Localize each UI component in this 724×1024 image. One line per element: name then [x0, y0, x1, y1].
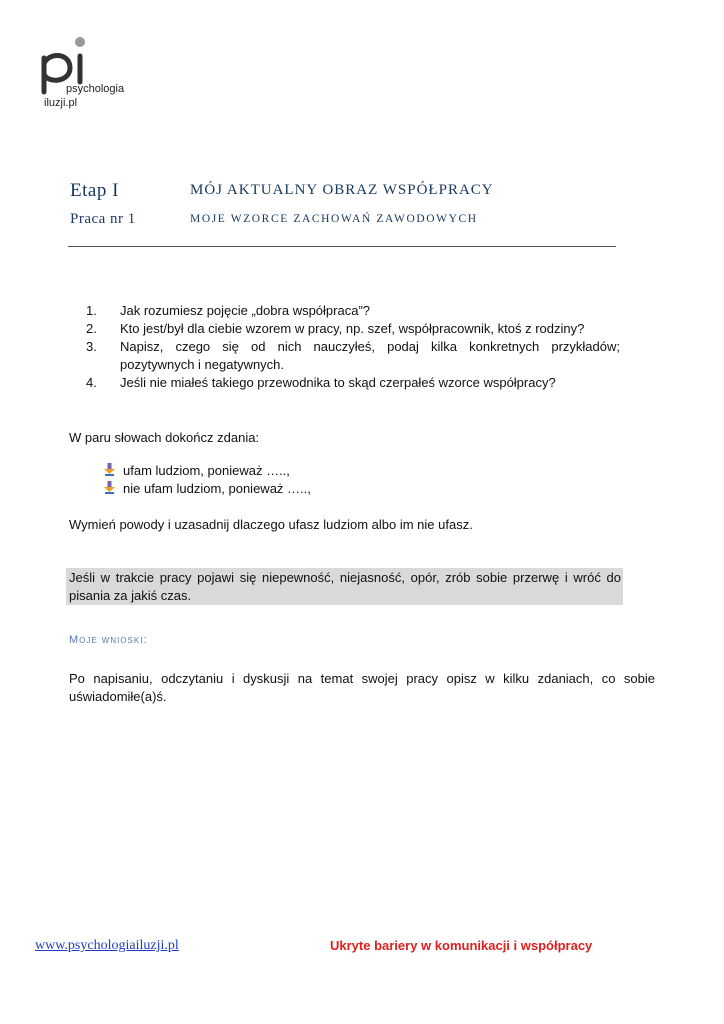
highlight-note: [66, 568, 623, 605]
list-item-number: 2.: [86, 321, 97, 336]
site-logo: [36, 36, 136, 126]
footer-title: Ukryte bariery w komunikacji i współpracy: [330, 938, 593, 953]
list-item: [86, 338, 620, 374]
list-item: [104, 480, 404, 498]
question-list: [86, 302, 620, 392]
arrow-bullet-icon: [104, 481, 115, 495]
logo-line-1: psychologia: [66, 83, 125, 95]
stage-title: MÓJ AKTUALNY OBRAZ WSPÓŁPRACY: [190, 182, 494, 198]
list-item: [86, 374, 620, 392]
intro-text: W paru słowach dokończ zdania:: [69, 430, 260, 445]
list-item: [86, 302, 620, 320]
list-item: [86, 320, 620, 338]
list-item-text: Kto jest/był dla ciebie wzorem w pracy, np. szef, współpracownik, ktoś z rodziny?: [120, 321, 585, 336]
work-title: MOJE WZORCE ZACHOWAŃ ZAWODOWYCH: [190, 213, 478, 225]
list-item-number: 3.: [86, 339, 97, 354]
footer-website-link[interactable]: www.psychologiailuzji.pl: [35, 938, 179, 953]
conclusions-text: Po napisaniu, odczytaniu i dyskusji na temat swojej pracy opisz w kilku zdaniach, co sobie uświadomiłe(a)ś.: [69, 671, 655, 704]
work-label: Praca nr 1: [70, 211, 136, 227]
list-item-text: Jak rozumiesz pojęcie „dobra współpraca”?: [120, 303, 371, 318]
list-item-text: Napisz, czego się od nich nauczyłeś, podaj kilka konkretnych przykładów; pozytywnych i negatywnych.: [120, 339, 620, 372]
conclusions-label: Moje wnioski:: [69, 634, 148, 646]
bullet-text: ufam ludziom, ponieważ …..,: [123, 463, 290, 478]
list-item: [104, 462, 404, 480]
heading-divider: [68, 246, 616, 247]
list-item-text: Jeśli nie miałeś takiego przewodnika to skąd czerpałeś wzorce współpracy?: [120, 375, 556, 390]
reasons-text: Wymień powody i uzasadnij dlaczego ufasz ludziom albo im nie ufasz.: [69, 517, 473, 532]
logo-line-2: iluzji.pl: [44, 97, 78, 109]
conclusions-heading: [69, 634, 148, 646]
stage-label: Etap I: [70, 180, 119, 201]
list-item-number: 1.: [86, 303, 97, 318]
highlight-text: Jeśli w trakcie pracy pojawi się niepewność, niejasność, opór, zrób sobie przerwę i wróć do pisania za jakiś czas.: [69, 570, 621, 603]
bullet-text: nie ufam ludziom, ponieważ …..,: [123, 481, 311, 496]
list-item-number: 4.: [86, 375, 97, 390]
arrow-bullet-icon: [104, 463, 115, 477]
